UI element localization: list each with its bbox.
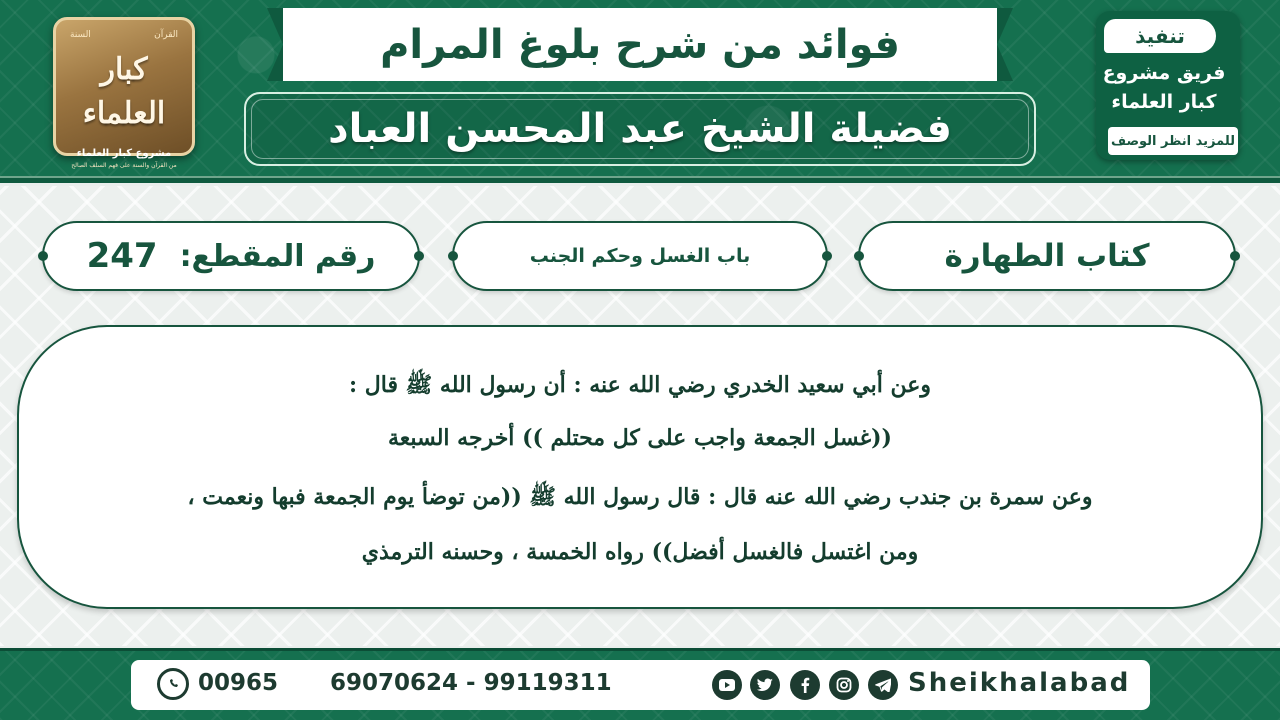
pill-dot-icon <box>38 251 48 261</box>
execution-credits-panel <box>1096 11 1240 160</box>
logo-main-text: كبار العلماء <box>82 52 166 131</box>
more-see-description-button[interactable]: للمزيد انظر الوصف <box>1108 127 1238 155</box>
logo-label-quran: القرآن <box>154 30 178 40</box>
book-title-pill <box>858 221 1236 291</box>
execution-label: تنفيذ <box>1104 19 1216 53</box>
pill-dot-icon <box>414 251 424 261</box>
team-line-2: كبار العلماء <box>1111 91 1217 113</box>
clip-number-label: رقم المقطع: <box>179 238 376 274</box>
chapter-title-pill <box>452 221 828 291</box>
hadith-line-4: ومن اغتسل فالغسل أفضل)) رواه الخمسة ، وحسنه الترمذي <box>361 539 919 565</box>
main-title-banner <box>283 8 997 81</box>
book-title: كتاب الطهارة <box>944 238 1150 274</box>
clip-number-value: 247 <box>86 236 158 276</box>
logo-top-labels <box>56 20 192 40</box>
hadith-text-panel <box>17 325 1263 609</box>
pill-dot-icon <box>854 251 864 261</box>
hadith-line-1: وعن أبي سعيد الخدري رضي الله عنه : أن رسول الله ﷺ قال : <box>349 372 931 398</box>
logo-label-sunnah: السنة <box>70 30 91 40</box>
main-title: فوائد من شرح بلوغ المرام <box>380 21 900 68</box>
hadith-line-2: ((غسل الجمعة واجب على كل محتلم )) أخرجه السبعة <box>388 425 892 451</box>
logo-subtitle: مشروع كبار العلماء <box>76 148 172 159</box>
phone-numbers: 69070624 - 99119311 <box>330 670 612 696</box>
pill-dot-icon <box>822 251 832 261</box>
country-code: 00965 <box>198 670 279 696</box>
hadith-line-3: وعن سمرة بن جندب رضي الله عنه قال : قال رسول الله ﷺ ((من توضأ يوم الجمعة فبها ونعمت ، <box>187 484 1093 510</box>
sheikh-name-banner <box>244 92 1036 166</box>
sheikh-name: فضيلة الشيخ عبد المحسن العباد <box>328 106 952 152</box>
social-handle[interactable]: Sheikhalabad <box>908 668 1131 698</box>
telegram-icon[interactable] <box>868 670 898 700</box>
instagram-icon[interactable] <box>829 670 859 700</box>
header-divider <box>0 176 1280 183</box>
logo-tagline: من القرآن والسنة على فهم السلف الصالح <box>71 162 177 169</box>
whatsapp-icon <box>157 668 189 700</box>
youtube-icon[interactable] <box>712 670 742 700</box>
pill-dot-icon <box>448 251 458 261</box>
pill-dot-icon <box>1230 251 1240 261</box>
execution-team <box>1096 59 1232 117</box>
facebook-icon[interactable] <box>790 670 820 700</box>
chapter-title: باب الغسل وحكم الجنب <box>529 245 751 267</box>
twitter-icon[interactable] <box>750 670 780 700</box>
kibar-ulama-logo <box>53 17 195 169</box>
clip-number-pill <box>42 221 420 291</box>
team-line-1: فريق مشروع <box>1102 62 1226 84</box>
